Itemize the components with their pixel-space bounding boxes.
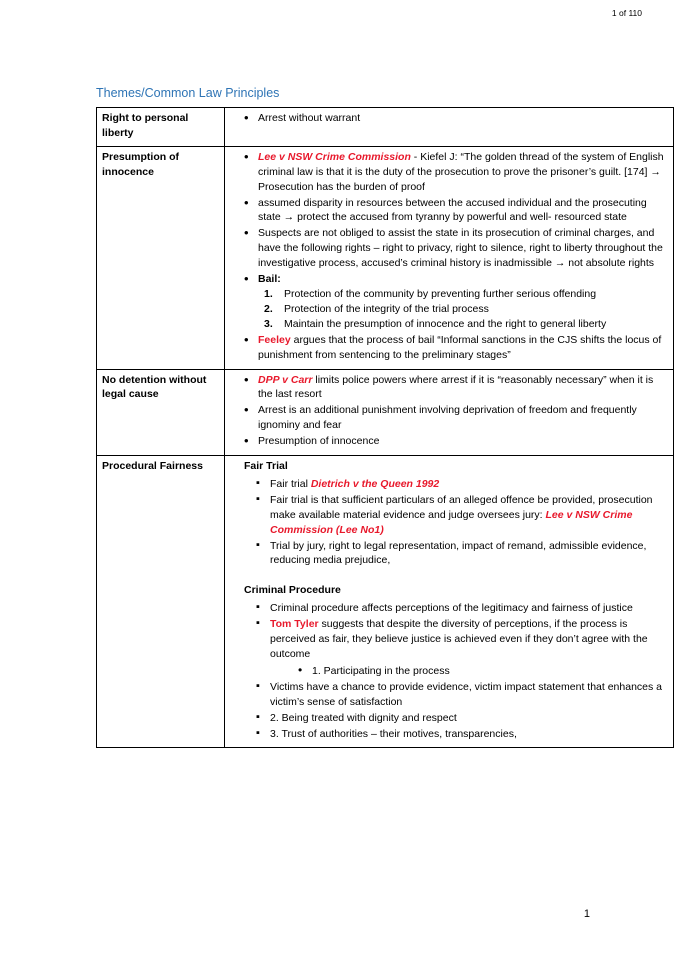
- case-citation: Feeley: [258, 333, 291, 346]
- bullet-list: [230, 373, 669, 450]
- fair-trial-section: [230, 459, 669, 741]
- list-item: • DPP v Carr limits police powers where arrest if it is “reasonably necessary” when it is the last resort: [230, 373, 669, 403]
- list-item: • assumed disparity in resources between the accused individual and the prosecuting state → protect the accused from tyranny by powerful and well- resourced state: [230, 196, 669, 226]
- list-item: • Presumption of innocence: [230, 434, 669, 449]
- list-item: Protection of the community by preventing further serious offending: [284, 287, 597, 300]
- list-item: • 1. Participating in the process: [270, 664, 669, 679]
- page-counter: 1 of 110: [611, 8, 642, 18]
- section-heading: Fair Trial: [244, 460, 288, 473]
- bullet-list: [242, 477, 669, 568]
- table-row: [97, 456, 674, 748]
- section-spacer: [242, 569, 669, 583]
- section-heading: Criminal Procedure: [244, 584, 341, 597]
- row-label: Procedural Fairness: [97, 456, 225, 748]
- case-citation: Lee v NSW Crime Commission (Lee No1): [270, 508, 633, 536]
- list-item: ▪ 3. Trust of authorities – their motives, transparencies,: [242, 727, 669, 742]
- themes-table: [96, 107, 674, 748]
- list-item: ▪ Fair trial Dietrich v the Queen 1992: [242, 477, 669, 492]
- table-row: [97, 369, 674, 456]
- list-item: • Arrest without warrant: [230, 111, 669, 126]
- row-content: [225, 456, 674, 748]
- row-content: [225, 146, 674, 369]
- list-item: • Arrest is an additional punishment involving deprivation of freedom and frequently ignominy and fear: [230, 403, 669, 433]
- list-item: ▪ Victims have a chance to provide evidence, victim impact statement that enhances a victim’s sense of satisfaction: [242, 680, 669, 710]
- bullet-list: [230, 150, 669, 363]
- list-item: • Suspects are not obliged to assist the state in its prosecution of criminal charges, and have the following rights – right to privacy, right to silence, right to liberty throughout the investigative process, accused’s criminal history is inadmissible → not absolute rights: [230, 226, 669, 271]
- bullet-list: [230, 111, 669, 126]
- list-item: ▪ Criminal procedure affects perceptions of the legitimacy and fairness of justice: [242, 601, 669, 616]
- list-item: ▪ 2. Being treated with dignity and respect: [242, 711, 669, 726]
- author-citation: Tom Tyler: [270, 618, 319, 631]
- list-item: Maintain the presumption of innocence and the right to general liberty: [284, 317, 607, 330]
- list-item: Protection of the integrity of the trial process: [284, 302, 489, 315]
- case-citation: Dietrich v the Queen 1992: [310, 477, 440, 490]
- bullet-list: [242, 601, 669, 741]
- case-citation: DPP v Carr: [258, 373, 313, 386]
- list-item: • Lee v NSW Crime Commission - Kiefel J: “The golden thread of the system of English criminal law is that it is the duty of the prosecution to prove the prisoner’s guilt. [174] → Prosecution has the burden of proof: [230, 150, 669, 195]
- row-label: Presumption of innocence: [97, 146, 225, 369]
- list-item: ▪ Fair trial is that sufficient particulars of an alleged offence be provided, prosecution make available material evidence and judge oversees jury: Lee v NSW Crime Commission (Lee No1): [242, 493, 669, 538]
- case-citation: Lee v NSW Crime Commission: [258, 150, 411, 163]
- list-item-bail: • Bail: Protection of the community by preventing further serious offending Protection of the integrity of the trial process Maintain the presumption of innocence and the right to general liberty: [230, 272, 669, 332]
- list-item: ▪ Trial by jury, right to legal representation, impact of remand, admissible evidence, reducing media prejudice,: [242, 539, 669, 569]
- numbered-list: [258, 287, 669, 332]
- row-content: [225, 108, 674, 147]
- sub-bullet-list: [270, 664, 669, 679]
- list-item: ▪ Tom Tyler suggests that despite the diversity of perceptions, if the process is perceived as fair, they believe justice is achieved even if they don’t agree with the outcome • 1. Participating in the process: [242, 617, 669, 679]
- row-content: [225, 369, 674, 456]
- table-row: [97, 146, 674, 369]
- page-title: Themes/Common Law Principles: [96, 86, 280, 100]
- row-label: No detention without legal cause: [97, 369, 225, 456]
- footer-page-number: 1: [583, 908, 590, 920]
- list-item: • Feeley argues that the process of bail “Informal sanctions in the CJS shifts the locus of punishment from sentencing to the preliminary stages”: [230, 333, 669, 363]
- table-row: [97, 108, 674, 147]
- row-label: Right to personal liberty: [97, 108, 225, 147]
